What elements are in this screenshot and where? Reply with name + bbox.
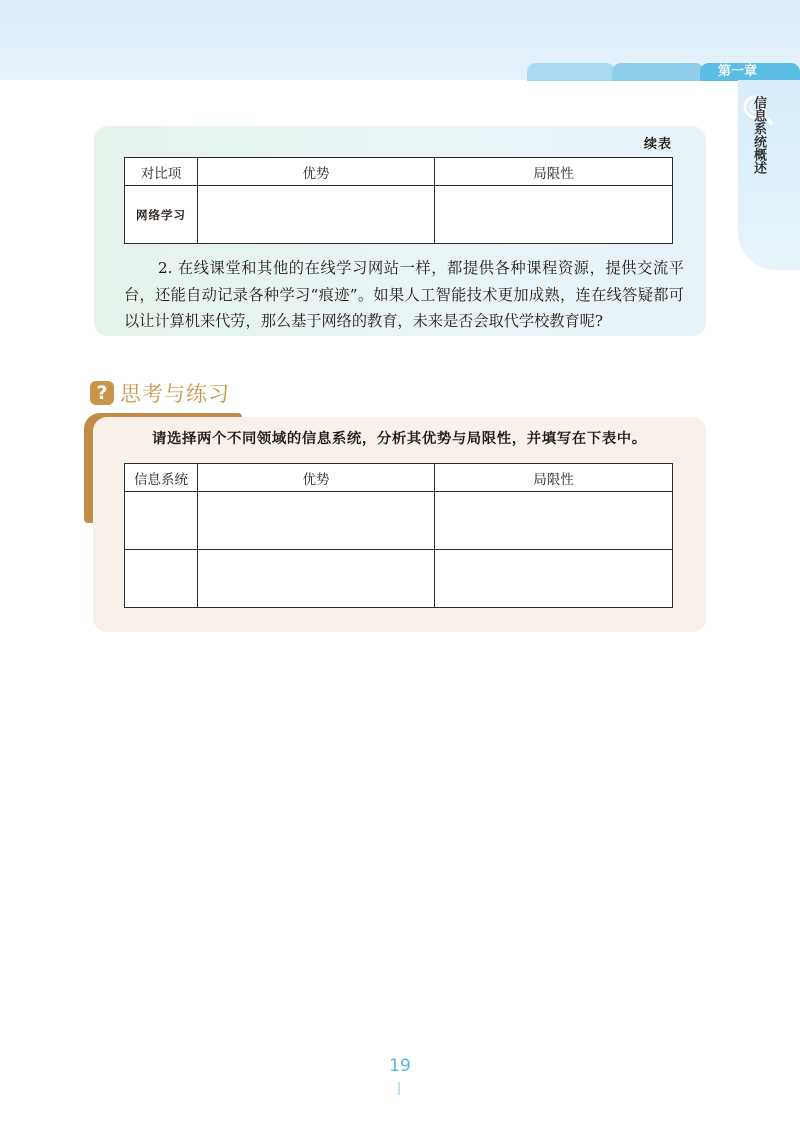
comparison-table (124, 157, 673, 244)
limitation-cell[interactable] (435, 492, 673, 550)
continued-label: 续表 (643, 137, 672, 152)
column-header: 信息系统 (125, 464, 198, 492)
page-number-tick (398, 1082, 400, 1095)
advantage-cell[interactable] (198, 492, 435, 550)
system-cell[interactable] (125, 492, 198, 550)
question-paragraph: 2. 在线课堂和其他的在线学习网站一样，都提供各种课程资源，提供交流平台，还能自动记录各种学习“痕迹”。如果人工智能技术更加成熟，连在线答疑都可以让计算机来代劳，那么基于网络的教育，未来是否会取代学校教育呢? (124, 259, 684, 330)
advantage-cell[interactable] (198, 550, 435, 608)
limitation-cell[interactable] (435, 186, 673, 244)
question-mark-icon: ? (90, 381, 114, 405)
page-number: 19 (389, 1056, 411, 1076)
advantage-cell[interactable] (198, 186, 435, 244)
column-header: 优势 (198, 464, 435, 492)
limitation-cell[interactable] (435, 550, 673, 608)
column-header: 优势 (198, 158, 435, 186)
table-row (125, 550, 673, 608)
chapter-tab: 第一章 (700, 63, 800, 81)
table-header-row (125, 464, 673, 492)
chapter-tab-decoration (527, 63, 615, 81)
column-header: 局限性 (435, 464, 673, 492)
table-row (125, 186, 673, 244)
table-header-row (125, 158, 673, 186)
column-header: 局限性 (435, 158, 673, 186)
system-cell[interactable] (125, 550, 198, 608)
row-label: 网络学习 (125, 186, 198, 244)
exercise-table (124, 463, 673, 608)
side-chapter-title: 信息系统概述 (751, 96, 766, 174)
exercise-instruction: 请选择两个不同领域的信息系统，分析其优势与局限性，并填写在下表中。 (152, 430, 647, 447)
section-title: 思考与练习 (120, 382, 230, 406)
chapter-tab-decoration (612, 63, 704, 81)
exercise-heading (90, 378, 230, 408)
table-row (125, 492, 673, 550)
column-header: 对比项 (125, 158, 198, 186)
